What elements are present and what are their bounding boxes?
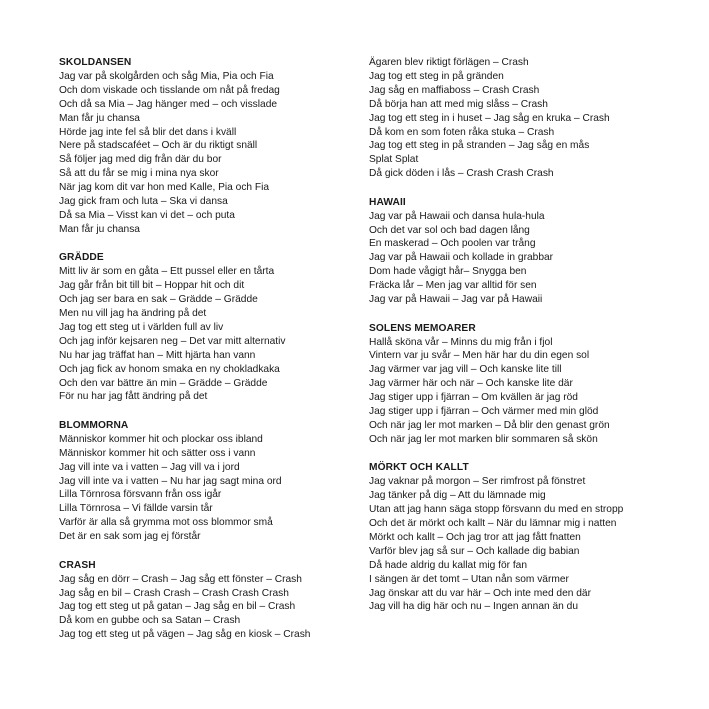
lyric-line: Jag såg en maffiaboss – Crash Crash [369,84,540,96]
lyric-line: Jag går från bit till bit – Hoppar hit och dit [59,280,245,292]
lyric-line: Och det var sol och bad dagen lång [369,224,530,236]
lyric-line: Utan att jag hann säga stopp försvann du med en stropp [369,504,624,516]
lyric-line: Då kom en som foten råka stuka – Crash [369,126,555,138]
song-title: SKOLDANSEN [59,57,132,68]
lyric-line: Jag var på Hawaii och kollade in grabbar [369,252,554,264]
lyric-line: Ägaren blev riktigt förlägen – Crash [369,57,529,68]
lyric-line: Jag tänker på dig – Att du lämnade mig [369,490,546,502]
lyric-line: Fräcka lår – Men jag var alltid för sen [369,280,537,292]
lyric-line: Jag var på Hawaii och dansa hula-hula [369,210,545,222]
lyric-line: Man får ju chansa [59,112,140,124]
lyric-line: Då kom en gubbe och sa Satan – Crash [59,615,241,627]
lyric-line: Jag vill ha dig här och nu – Ingen annan än du [369,601,579,613]
lyric-line: Jag stiger upp i fjärran – Och värmer med min glöd [369,406,599,418]
lyric-line: Människor kommer hit och plockar oss ibland [59,433,263,445]
song-skoldansen [59,56,349,237]
lyric-line: Mörkt och kallt – Och jag tror att jag fått fnatten [369,531,581,543]
song-title: BLOMMORNA [59,419,129,431]
lyric-line: Och när jag ler mot marken – Då blir den genast grön [369,419,610,431]
lyric-line: Mitt liv är som en gåta – Ett pussel eller en tårta [59,266,275,278]
lyric-line: Jag såg en bil – Crash Crash – Crash Crash Crash [59,587,289,599]
lyric-line: Man får ju chansa [59,223,140,235]
song-continued [369,56,659,181]
song-morkt-och-kallt [369,461,659,614]
lyric-line: Det är en sak som jag ej förstår [59,531,201,543]
lyric-line: Och när jag ler mot marken blir sommaren så skön [369,433,598,445]
right-column [369,56,659,629]
lyric-line: Jag vaknar på morgon – Ser rimfrost på fönstret [369,476,586,488]
lyric-line: Jag tog ett steg ut på gatan – Jag såg en bil – Crash [59,601,296,613]
lyric-line: Jag var på skolgården och såg Mia, Pia och Fia [59,70,274,82]
lyric-line: För nu har jag fått ändring på det [59,391,208,403]
song-hawaii [369,196,659,307]
lyric-line: Jag såg en dörr – Crash – Jag såg ett fönster – Crash [59,573,302,585]
lyric-line: Nere på stadscaféet – Och är du riktigt snäll [59,140,258,152]
lyric-line: Och den var bättre än min – Grädde – Grädde [59,377,268,389]
lyric-line: Då börja han att med mig slåss – Crash [369,98,548,110]
lyric-line: Jag tog ett steg ut på vägen – Jag såg en kiosk – Crash [59,629,311,641]
lyric-line: Lilla Törnrosa försvann från oss igår [59,489,222,501]
lyric-line: Och det är mörkt och kallt – När du lämnar mig i natten [369,517,617,529]
lyric-line: Jag önskar att du var här – Och inte med den där [369,587,591,599]
lyric-line: Vintern var ju svår – Men här har du din egen sol [369,350,590,362]
lyric-line: Jag värmer var jag vill – Och kanske lite till [369,364,562,376]
song-title: HAWAII [369,196,406,208]
lyric-line: Så att du får se mig i mina nya skor [59,168,219,180]
lyric-line: När jag kom dit var hon med Kalle, Pia och Fia [59,182,270,194]
lyric-line: Varför blev jag så sur – Och kallade dig babian [369,545,580,557]
lyric-line: Jag stiger upp i fjärran – Om kvällen är jag röd [369,392,578,404]
lyric-line: Jag vill inte va i vatten – Jag vill va i jord [59,461,240,473]
lyric-line: Varför är alla så grymma mot oss blommor små [59,517,273,529]
song-title: GRÄDDE [59,252,104,264]
lyric-line: Jag värmer här och när – Och kanske lite där [369,378,573,390]
lyric-line: Människor kommer hit och sätter oss i vann [59,447,256,459]
song-gradde [59,251,349,404]
song-title: SOLENS MEMOARER [369,322,476,334]
lyric-line: Men nu vill jag ha ändring på det [59,308,207,319]
lyric-line: Då gick döden i lås – Crash Crash Crash [369,168,554,180]
lyric-line: Jag gick fram och luta – Ska vi dansa [59,196,228,208]
lyric-line: Då hade aldrig du kallat mig för fan [369,559,527,571]
lyric-line: Och jag ser bara en sak – Grädde – Grädde [59,294,258,306]
lyric-line: Jag tog ett steg in på gränden [369,70,504,82]
lyric-line: Jag vill inte va i vatten – Nu har jag sagt mina ord [59,475,282,487]
lyric-line: Nu har jag träffat han – Mitt hjärta han vann [59,349,256,361]
lyric-line: Och då sa Mia – Jag hänger med – och visslade [59,98,278,110]
lyric-line: Jag tog ett steg ut i världen full av liv [59,321,224,333]
left-column [59,56,349,657]
song-title: CRASH [59,559,96,571]
lyric-line: Då sa Mia – Visst kan vi det – och puta [59,209,235,221]
lyric-line: Och jag fick av honom smaka en ny chokladkaka [59,363,280,375]
lyric-line: Hörde jag inte fel så blir det dans i kväll [59,126,237,138]
lyric-line: Jag var på Hawaii – Jag var på Hawaii [369,294,543,306]
lyric-line: Och dom viskade och tisslande om nåt på fredag [59,84,280,96]
lyric-line: Så följer jag med dig från där du bor [59,154,222,166]
song-crash [59,559,349,642]
lyric-line: Jag tog ett steg in i huset – Jag såg en kruka – Crash [369,112,610,124]
song-blommorna [59,419,349,544]
lyric-line: I sängen är det tomt – Utan nån som värmer [369,573,569,585]
song-title: MÖRKT OCH KALLT [369,462,469,474]
lyric-line: Dom hade vågigt hår– Snygga ben [369,266,527,278]
lyric-line: Lilla Törnrosa – Vi fällde varsin tår [59,503,213,515]
song-solens-memoarer [369,322,659,447]
lyric-line: Jag tog ett steg in på stranden – Jag såg en mås [369,140,590,152]
lyric-line: Hallå sköna vår – Minns du mig från i fjol [369,336,553,348]
lyric-line: Splat Splat [369,154,419,166]
lyric-line: En maskerad – Och poolen var trång [369,238,536,250]
lyric-line: Och jag inför kejsaren neg – Det var mitt alternativ [59,335,286,347]
